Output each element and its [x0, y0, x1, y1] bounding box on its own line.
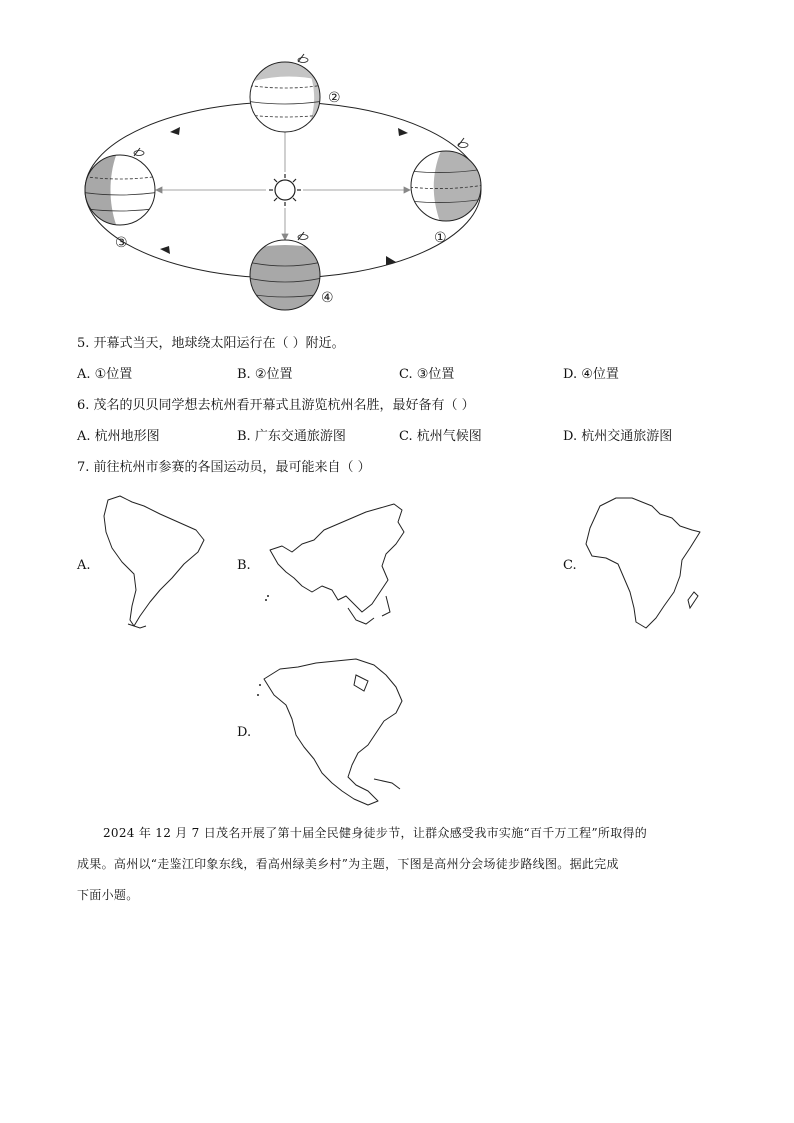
question-7-option-d-letter[interactable]: D.	[237, 725, 252, 740]
question-6-option-d[interactable]: D. 杭州交通旅游图	[563, 429, 673, 444]
africa-outline-icon	[580, 492, 710, 632]
question-5-option-b[interactable]: B. ②位置	[237, 367, 293, 382]
question-6-option-a[interactable]: A. 杭州地形图	[77, 429, 160, 444]
question-7-option-a-letter[interactable]: A.	[77, 558, 91, 573]
question-6-stem: 6. 茂名的贝贝同学想去杭州看开幕式且游览杭州名胜，最好备有（ ）	[77, 398, 475, 413]
question-7-option-b-letter[interactable]: B.	[237, 558, 251, 573]
passage-line-2: 成果。高州以“走鉴江印象东线，看高州绿美乡村”为主题，下图是高州分会场徒步路线图。据此完成	[77, 857, 619, 871]
earth-position-1	[400, 138, 500, 232]
earth-position-4	[248, 232, 322, 312]
position-label-4: ④	[321, 290, 334, 306]
earth-orbit-diagram	[0, 0, 794, 330]
question-6-option-c[interactable]: C. 杭州气候图	[399, 429, 482, 444]
passage-line-3: 下面小题。	[77, 888, 139, 902]
question-5-option-a[interactable]: A. ①位置	[77, 367, 133, 382]
question-7-option-c-letter[interactable]: C.	[563, 558, 577, 573]
question-5-option-d[interactable]: D. ④位置	[563, 367, 619, 382]
orbit-arrow-bottom-left	[160, 246, 170, 254]
asia-outline-icon	[262, 500, 412, 630]
question-6-option-b[interactable]: B. 广东交通旅游图	[237, 429, 346, 444]
passage-line-1: 2024 年 12 月 7 日茂名开展了第十届全民健身徒步节，让群众感受我市实施“百千万工程”所取得的	[103, 826, 648, 840]
question-5-option-c[interactable]: C. ③位置	[399, 367, 455, 382]
south-america-outline-icon	[100, 492, 210, 632]
question-5-stem: 5. 开幕式当天，地球绕太阳运行在（ ）附近。	[77, 336, 345, 351]
sun-icon	[269, 174, 301, 206]
position-label-3: ③	[115, 235, 128, 251]
north-america-outline-icon	[256, 655, 416, 810]
position-label-1: ①	[434, 230, 447, 246]
question-7-stem: 7. 前往杭州市参赛的各国运动员，最可能来自（ ）	[77, 460, 371, 475]
orbit-arrow-top-right	[398, 128, 408, 136]
orbit-arrow-top-left	[170, 127, 180, 135]
position-label-2: ②	[328, 90, 341, 106]
earth-position-2	[240, 54, 330, 132]
earth-position-3	[80, 148, 160, 230]
